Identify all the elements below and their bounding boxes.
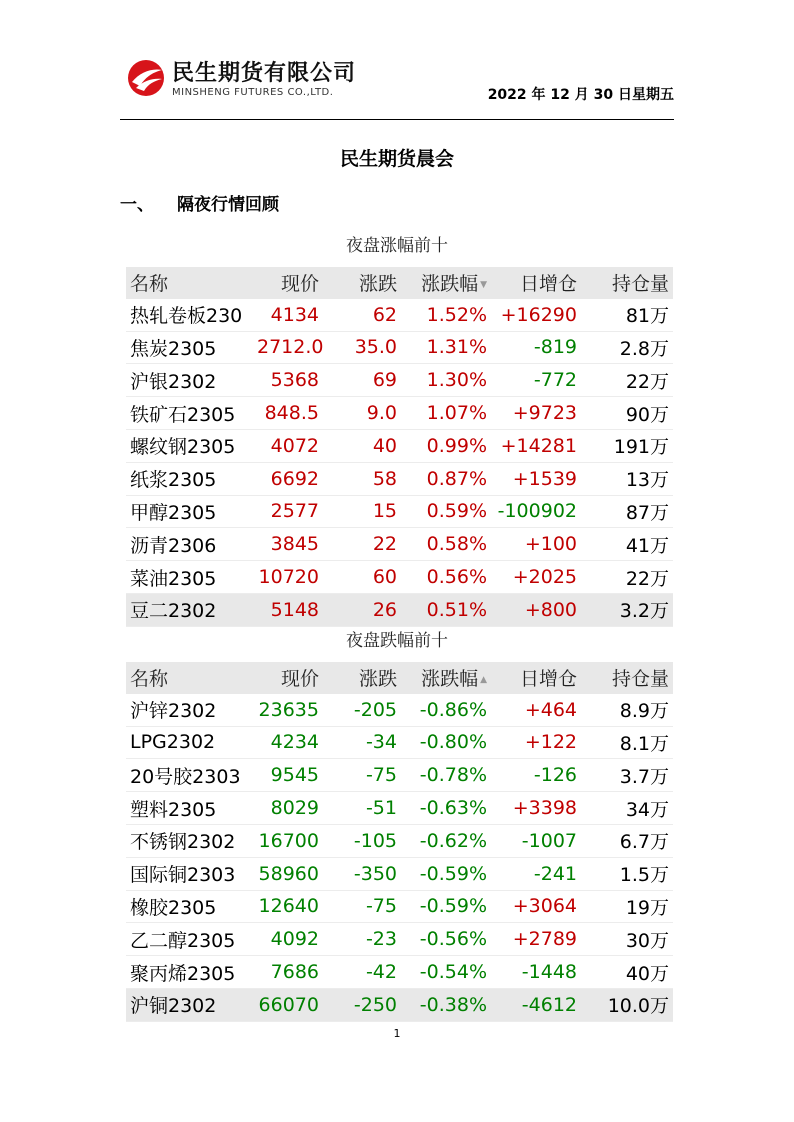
cell-pct: -0.54% <box>401 956 491 989</box>
cell-name: 焦炭2305 <box>126 331 253 364</box>
cell-pct: -0.80% <box>401 726 491 759</box>
cell-change: -350 <box>323 857 401 890</box>
section-heading <box>120 190 279 215</box>
cell-oi: 8.9万 <box>581 694 673 726</box>
col-header-price[interactable]: 现价 <box>253 267 323 299</box>
table-row[interactable] <box>126 824 673 857</box>
cell-oi-change: -772 <box>491 364 581 397</box>
header-divider <box>120 119 674 120</box>
cell-pct: 1.52% <box>401 299 491 331</box>
cell-change: 9.0 <box>323 397 401 430</box>
col-header-oi-change[interactable]: 日增仓 <box>491 267 581 299</box>
cell-oi: 191万 <box>581 429 673 462</box>
cell-change: 22 <box>323 528 401 561</box>
cell-price: 9545 <box>253 759 323 792</box>
cell-change: 62 <box>323 299 401 331</box>
report-date: 2022 年 12 月 30 日星期五 <box>487 87 674 103</box>
cell-change: -23 <box>323 923 401 956</box>
cell-oi-change: +100 <box>491 528 581 561</box>
cell-name: 沪铜2302 <box>126 988 253 1021</box>
col-header-pct[interactable] <box>401 267 491 299</box>
col-header-pct-label: 涨跌幅 <box>421 668 479 691</box>
table-row[interactable] <box>126 988 673 1021</box>
cell-name: 20号胶2303 <box>126 759 253 792</box>
cell-oi: 22万 <box>581 561 673 594</box>
cell-pct: -0.86% <box>401 694 491 726</box>
table-row[interactable] <box>126 429 673 462</box>
cell-name: 螺纹钢2305 <box>126 429 253 462</box>
cell-oi-change: -100902 <box>491 495 581 528</box>
cell-pct: 1.07% <box>401 397 491 430</box>
cell-price: 4072 <box>253 429 323 462</box>
table-row[interactable] <box>126 694 673 726</box>
cell-price: 4134 <box>253 299 323 331</box>
cell-name: 铁矿石2305 <box>126 397 253 430</box>
cell-price: 4092 <box>253 923 323 956</box>
cell-name: 沪锌2302 <box>126 694 253 726</box>
cell-oi-change: +16290 <box>491 299 581 331</box>
cell-change: -205 <box>323 694 401 726</box>
cell-oi-change: +3398 <box>491 792 581 825</box>
cell-oi: 34万 <box>581 792 673 825</box>
cell-name: 菜油2305 <box>126 561 253 594</box>
cell-price: 58960 <box>253 857 323 890</box>
cell-price: 5368 <box>253 364 323 397</box>
cell-change: 15 <box>323 495 401 528</box>
table-row[interactable] <box>126 593 673 626</box>
cell-change: -34 <box>323 726 401 759</box>
gainers-caption: 夜盘涨幅前十 <box>346 236 448 256</box>
col-header-change[interactable]: 涨跌 <box>323 662 401 694</box>
table-row[interactable] <box>126 759 673 792</box>
cell-price: 5148 <box>253 593 323 626</box>
cell-oi: 19万 <box>581 890 673 923</box>
cell-change: 35.0 <box>323 331 401 364</box>
cell-change: -105 <box>323 824 401 857</box>
cell-oi: 30万 <box>581 923 673 956</box>
cell-name: 沥青2306 <box>126 528 253 561</box>
cell-name: 纸浆2305 <box>126 462 253 495</box>
cell-oi-change: +464 <box>491 694 581 726</box>
cell-oi-change: +800 <box>491 593 581 626</box>
cell-change: -42 <box>323 956 401 989</box>
col-header-oi[interactable]: 持仓量 <box>581 662 673 694</box>
table-header-row <box>126 662 673 694</box>
table-row[interactable] <box>126 561 673 594</box>
minsheng-logo-icon <box>126 58 166 98</box>
sort-desc-icon: ▼ <box>480 279 487 290</box>
table-row[interactable] <box>126 299 673 331</box>
table-row[interactable] <box>126 923 673 956</box>
cell-oi-change: +9723 <box>491 397 581 430</box>
cell-pct: 0.58% <box>401 528 491 561</box>
cell-oi: 22万 <box>581 364 673 397</box>
table-row[interactable] <box>126 528 673 561</box>
cell-price: 7686 <box>253 956 323 989</box>
cell-change: -51 <box>323 792 401 825</box>
col-header-change[interactable]: 涨跌 <box>323 267 401 299</box>
cell-change: -75 <box>323 890 401 923</box>
table-row[interactable] <box>126 792 673 825</box>
cell-oi: 40万 <box>581 956 673 989</box>
cell-oi: 2.8万 <box>581 331 673 364</box>
cell-oi: 87万 <box>581 495 673 528</box>
cell-change: 69 <box>323 364 401 397</box>
cell-pct: 0.56% <box>401 561 491 594</box>
cell-name: 国际铜2303 <box>126 857 253 890</box>
cell-change: -75 <box>323 759 401 792</box>
cell-name: 不锈钢2302 <box>126 824 253 857</box>
cell-pct: 1.30% <box>401 364 491 397</box>
table-row[interactable] <box>126 956 673 989</box>
cell-pct: 0.59% <box>401 495 491 528</box>
cell-price: 2577 <box>253 495 323 528</box>
cell-oi: 13万 <box>581 462 673 495</box>
cell-oi-change: -241 <box>491 857 581 890</box>
col-header-oi-change[interactable]: 日增仓 <box>491 662 581 694</box>
table-header-row <box>126 267 673 299</box>
col-header-name[interactable]: 名称 <box>126 267 253 299</box>
company-name-cn: 民生期货有限公司 <box>172 61 357 86</box>
cell-change: 60 <box>323 561 401 594</box>
cell-price: 23635 <box>253 694 323 726</box>
document-title: 民生期货晨会 <box>339 148 454 170</box>
cell-oi: 1.5万 <box>581 857 673 890</box>
gainers-table <box>126 267 673 627</box>
cell-oi: 3.2万 <box>581 593 673 626</box>
cell-oi-change: +1539 <box>491 462 581 495</box>
cell-oi-change: +2789 <box>491 923 581 956</box>
cell-oi-change: -126 <box>491 759 581 792</box>
company-logo <box>126 56 366 104</box>
cell-name: 热轧卷板230 <box>126 299 253 331</box>
cell-oi-change: +122 <box>491 726 581 759</box>
cell-price: 3845 <box>253 528 323 561</box>
cell-name: 豆二2302 <box>126 593 253 626</box>
cell-pct: -0.59% <box>401 890 491 923</box>
cell-oi: 81万 <box>581 299 673 331</box>
cell-pct: 0.87% <box>401 462 491 495</box>
cell-pct: 1.31% <box>401 331 491 364</box>
cell-name: 乙二醇2305 <box>126 923 253 956</box>
cell-oi: 10.0万 <box>581 988 673 1021</box>
cell-price: 12640 <box>253 890 323 923</box>
company-name-en: MINSHENG FUTURES CO.,LTD. <box>172 87 334 98</box>
cell-oi: 41万 <box>581 528 673 561</box>
cell-price: 8029 <box>253 792 323 825</box>
col-header-price[interactable]: 现价 <box>253 662 323 694</box>
cell-oi-change: -819 <box>491 331 581 364</box>
table-row[interactable] <box>126 397 673 430</box>
cell-change: -250 <box>323 988 401 1021</box>
page-header <box>120 50 674 120</box>
section-number: 一、 <box>120 195 154 215</box>
col-header-name[interactable]: 名称 <box>126 662 253 694</box>
cell-oi-change: +14281 <box>491 429 581 462</box>
cell-name: 塑料2305 <box>126 792 253 825</box>
cell-oi-change: -4612 <box>491 988 581 1021</box>
cell-name: 聚丙烯2305 <box>126 956 253 989</box>
table-row[interactable] <box>126 857 673 890</box>
cell-pct: -0.62% <box>401 824 491 857</box>
cell-pct: 0.51% <box>401 593 491 626</box>
table-row[interactable] <box>126 364 673 397</box>
cell-name: 橡胶2305 <box>126 890 253 923</box>
cell-oi-change: +2025 <box>491 561 581 594</box>
table-row[interactable] <box>126 331 673 364</box>
cell-name: LPG2302 <box>126 726 253 759</box>
section-title: 隔夜行情回顾 <box>177 195 279 215</box>
cell-price: 4234 <box>253 726 323 759</box>
cell-oi-change: +3064 <box>491 890 581 923</box>
losers-table <box>126 662 673 1022</box>
cell-oi: 8.1万 <box>581 726 673 759</box>
table-row[interactable] <box>126 462 673 495</box>
cell-oi-change: -1448 <box>491 956 581 989</box>
losers-caption: 夜盘跌幅前十 <box>346 631 448 651</box>
cell-pct: -0.63% <box>401 792 491 825</box>
cell-name: 沪银2302 <box>126 364 253 397</box>
col-header-pct[interactable] <box>401 662 491 694</box>
sort-asc-icon: ▲ <box>480 674 487 685</box>
cell-price: 16700 <box>253 824 323 857</box>
col-header-pct-label: 涨跌幅 <box>421 273 479 296</box>
cell-price: 66070 <box>253 988 323 1021</box>
cell-price: 10720 <box>253 561 323 594</box>
cell-change: 26 <box>323 593 401 626</box>
cell-pct: -0.38% <box>401 988 491 1021</box>
cell-oi: 6.7万 <box>581 824 673 857</box>
col-header-oi[interactable]: 持仓量 <box>581 267 673 299</box>
cell-price: 848.5 <box>253 397 323 430</box>
cell-oi: 3.7万 <box>581 759 673 792</box>
table-row[interactable] <box>126 890 673 923</box>
cell-pct: -0.56% <box>401 923 491 956</box>
cell-change: 58 <box>323 462 401 495</box>
cell-oi: 90万 <box>581 397 673 430</box>
table-row[interactable] <box>126 726 673 759</box>
cell-oi-change: -1007 <box>491 824 581 857</box>
cell-price: 6692 <box>253 462 323 495</box>
cell-pct: 0.99% <box>401 429 491 462</box>
page-number: 1 <box>393 1027 401 1040</box>
cell-price: 2712.0 <box>253 331 323 364</box>
table-row[interactable] <box>126 495 673 528</box>
cell-pct: -0.59% <box>401 857 491 890</box>
cell-pct: -0.78% <box>401 759 491 792</box>
cell-change: 40 <box>323 429 401 462</box>
cell-name: 甲醇2305 <box>126 495 253 528</box>
